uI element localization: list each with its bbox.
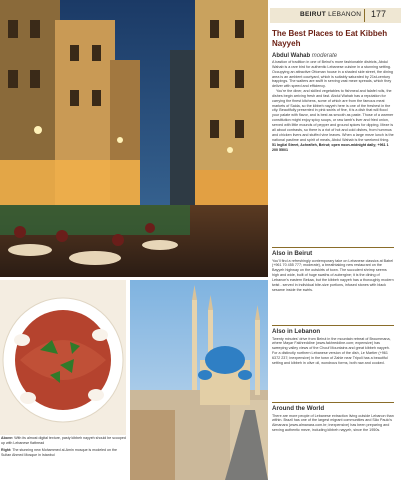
section-text: You'll find a refreshingly contemporary take on Lebanese classics at Babel (+961 70 455 777; moderate), a breathtaking new restaurant on the Bayyeh highway on the outskirts of town. The succulent shrimp seems high and wide, built of huge swaths of aubergine; it is the dining of Lebanon's eastern Bekaa, but the kibbeh nayyeh has a thoroughly modern twist - served in individual bite-size portions, infused stones with black sesame inside the swirls. [272,258,394,292]
article-title: The Best Places to Eat Kibbeh Nayyeh [272,29,388,48]
header-city: BEIRUT [300,11,326,18]
section-text: Twenty minutes' drive from Beirut in the mountain retreat of Broummana, where Mayar Fakhreddine (www.fakhreddine.com; expensive) has sweeping valley views of the Chouf Mountains and great kibbeh nayyeh. For a distinctly northern Lebanese version of the dish, Le Martier (+961 6372 237; inexpensive) in the town of Zahle near Tripoli has a beautiful setting and kibbeh in olive oil, wondrous forms, both raw and cooked. [272,336,391,365]
caption-above: Above: With its almost digital texture, pasty kibbeh nayyeh should be scooped up with Lebanese flatbread [1,436,126,445]
mosque-photo [130,280,268,480]
mosque-illustration [130,280,268,480]
article-paragraph-1: A bastion of tradition in one of Beirut's more fashionable districts, Abdul Wahab is a rare bird for authentic Lebanese cuisine in a stunning setting. Occupying an attractive Ottoman house in a shaded side street, the dining area is an ambient courtyard, which is suitably saturated by 21st-century trappings. The waiters are swift in serving vast meze spreads, which they deliver with speed and efficiency. [272,60,393,89]
kibbeh-dish-photo [0,280,126,435]
caption-right: Right: The stunning new Mohammed al-Amin mosque is modeled on the Sultan Ahmed Mosque in Istanbul [1,447,118,457]
section-divider [272,402,394,403]
restaurant-address: 51 Inglizi Street, Achrafieh, Beirut; open noon-midnight daily; +961 1 200 550/1 [272,143,389,153]
section-title: Around the World [272,405,325,412]
photo-captions [1,436,127,460]
running-header [300,11,361,18]
price-tag: moderate [311,53,338,59]
section-title: Also in Beirut [272,250,313,257]
kibbeh-dish-illustration [0,280,126,435]
section-also-in-lebanon [272,328,394,366]
page-number: 177 [371,9,387,19]
header-separator [364,9,365,22]
section-divider [272,325,394,326]
section-also-in-beirut [272,250,394,292]
article-paragraph-2: You're the diner, and skilled vegetables to fishmeal and falafel rolls, the dishes begin arriving fresh and fast. Abdul Wahab has a reputation for carrying the finest kitchens, some of which are from the famous meat markets of Saida, so the kibbeh nayyeh here is one of the freshest in the city. Beautifully presented in pink swirls of fine, it is a dish that will flood your palate with flavor, and is best as smooth as paste. Those of a warmer constitution might enjoy spicy soups, or raw lamb's liver and fried onion, served with little mounds of pepper and ground spices for dipping. Meze is all about contrasts, so there is a riot of hot and cold dishes, from hummus and chicken livers and stuffed vine leaves. When a large meze lunch is the national pastime and spirit of meals, Abdul Wahab is the weekend thing. [272,89,394,142]
street-scene-illustration [0,0,268,277]
section-title: Also in Lebanon [272,328,321,335]
section-text: There are more people of Lebanese extraction living outside Lebanon than within. Brazil has one of the largest migrant communities and São Paulo's Almanara (www.almanara.com.br; inexpensive) has been preparing and serving authentic meze, including kibbeh nayyeh, since the 1950s. [272,413,394,433]
street-restaurant-photo [0,0,268,277]
section-around-the-world [272,405,394,433]
header-country: LEBANON [328,11,362,18]
section-divider [272,247,394,248]
main-article [272,29,394,156]
restaurant-name: Abdul Wahab [272,53,311,59]
restaurant-heading [272,53,394,59]
